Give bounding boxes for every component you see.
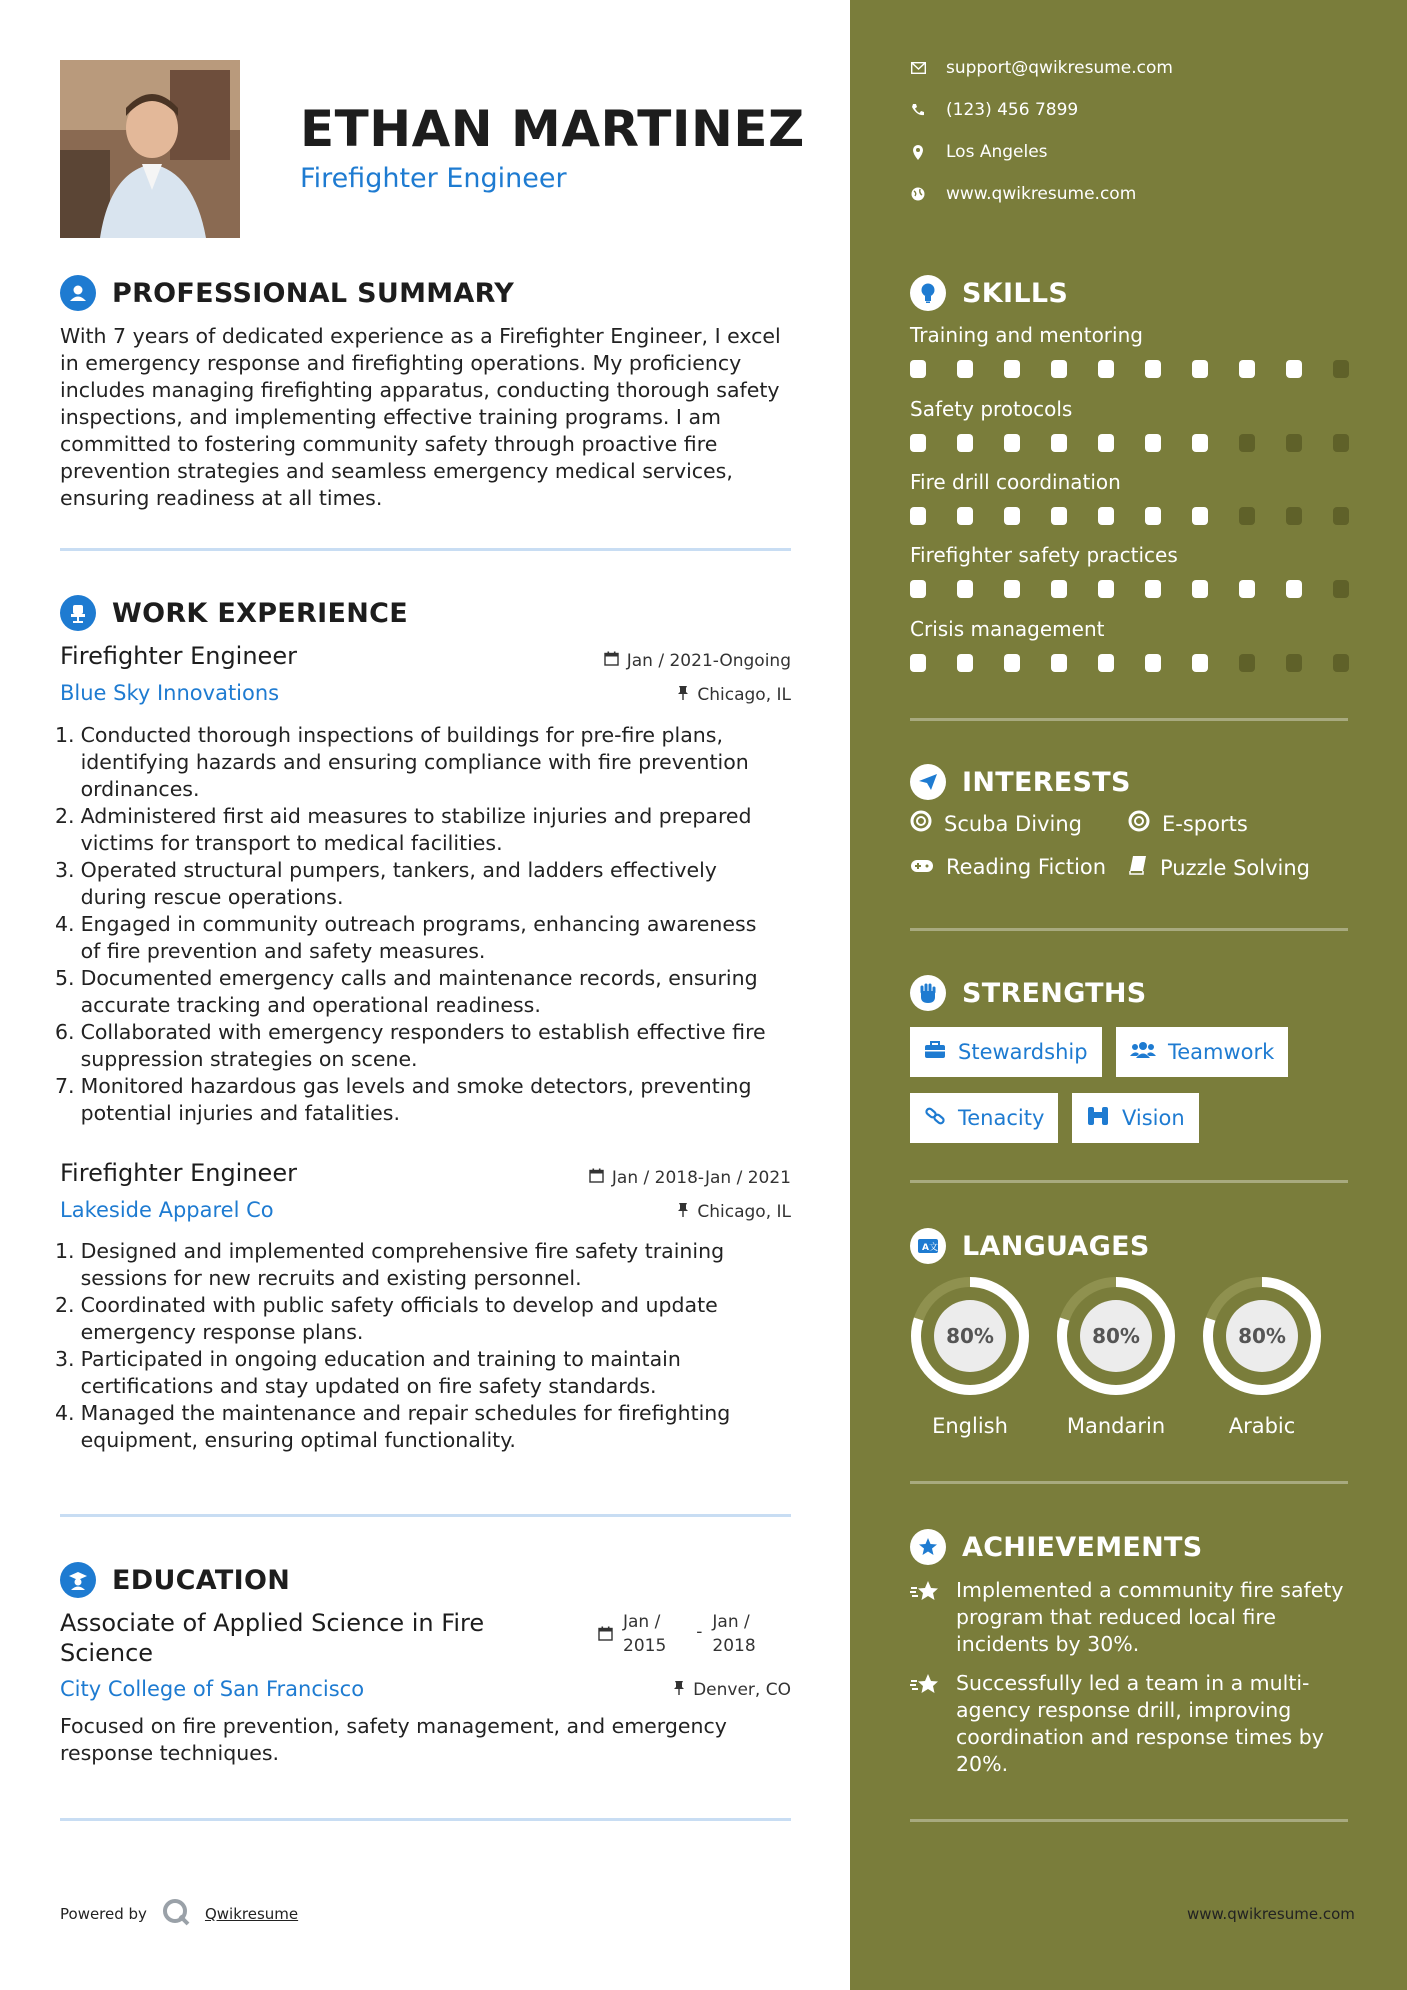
skill-dot-empty xyxy=(1286,434,1302,452)
skill-dot-filled xyxy=(957,434,973,452)
skill-dot-empty xyxy=(1239,507,1255,525)
skill-dot-filled xyxy=(1192,434,1208,452)
list-item: 3. Participated in ongoing education and training to maintain certifications and stay updated on fire safety standards. xyxy=(55,1347,681,1398)
skill-rating xyxy=(910,507,1349,525)
skill-dot-filled xyxy=(1004,507,1020,525)
skill-dot-filled xyxy=(1004,434,1020,452)
svg-text:文: 文 xyxy=(929,1243,939,1253)
section-divider xyxy=(60,548,791,551)
qwikresume-link[interactable]: Qwikresume xyxy=(204,1905,299,1923)
education-location: Denver, CO xyxy=(673,1680,791,1700)
language-name: Arabic xyxy=(1228,1414,1296,1438)
skill-dot-filled xyxy=(1145,507,1161,525)
list-item: 4. Managed the maintenance and repair schedules for firefighting equipment, ensuring optimal functionality. xyxy=(55,1401,731,1452)
job-location: Chicago, IL xyxy=(677,685,791,705)
lightbulb-icon xyxy=(910,275,946,311)
strength-chip: Vision xyxy=(1072,1093,1199,1143)
skill-dot-filled xyxy=(1051,654,1067,672)
skill-dot-filled xyxy=(1098,507,1114,525)
job-dates: Jan / 2018-Jan / 2021 xyxy=(589,1168,791,1188)
map-pin-icon xyxy=(910,144,926,160)
strength-chip: Teamwork xyxy=(1116,1027,1288,1077)
calendar-icon xyxy=(589,1168,604,1188)
skill-dot-filled xyxy=(1145,434,1161,452)
language-ring xyxy=(1202,1276,1322,1396)
contact-phone: (123) 456 7899 xyxy=(910,100,1078,120)
briefcase-icon xyxy=(924,1040,946,1064)
skill-dot-filled xyxy=(910,654,926,672)
skill-dot-empty xyxy=(1333,360,1349,378)
users-icon xyxy=(1130,1040,1156,1064)
skill-dot-filled xyxy=(1098,434,1114,452)
skill-dot-filled xyxy=(910,360,926,378)
skill-dot-filled xyxy=(1192,507,1208,525)
job-title: Firefighter Engineer xyxy=(60,642,297,670)
skill-dot-filled xyxy=(1051,580,1067,598)
experience-heading: WORK EXPERIENCE xyxy=(60,595,408,631)
life-ring-icon xyxy=(1128,810,1150,837)
interests-heading: INTERESTS xyxy=(910,764,1131,800)
skills-heading: SKILLS xyxy=(910,275,1068,311)
hand-icon xyxy=(910,975,946,1011)
skill-dot-filled xyxy=(1286,580,1302,598)
skill-dot-filled xyxy=(910,580,926,598)
sidebar xyxy=(850,0,1407,1990)
star-badge-icon xyxy=(910,1529,946,1565)
contact-email: support@qwikresume.com xyxy=(910,58,1173,78)
candidate-title: Firefighter Engineer xyxy=(300,163,567,194)
skill-name: Fire drill coordination xyxy=(910,470,1121,494)
list-item: 2. Coordinated with public safety officials to develop and update emergency response plans. xyxy=(55,1293,718,1344)
section-divider xyxy=(910,1180,1348,1183)
skill-dot-filled xyxy=(1286,360,1302,378)
skill-dot-filled xyxy=(1051,434,1067,452)
profile-photo xyxy=(60,60,240,238)
skill-dot-empty xyxy=(1333,507,1349,525)
skill-dot-filled xyxy=(957,360,973,378)
skill-dot-filled xyxy=(1145,360,1161,378)
skill-dot-filled xyxy=(910,434,926,452)
skill-dot-filled xyxy=(910,507,926,525)
section-divider xyxy=(60,1514,791,1517)
graduate-icon xyxy=(60,1562,96,1598)
list-item: 3. Operated structural pumpers, tankers, and ladders effectively during rescue operations. xyxy=(55,858,717,909)
achievement-item: Implemented a community fire safety program that reduced local fire incidents by 30%. xyxy=(910,1577,1350,1658)
languages-heading: A 文 LANGUAGES xyxy=(910,1228,1150,1264)
list-item: 4. Engaged in community outreach programs, enhancing awareness of fire prevention and safety measures. xyxy=(55,912,757,963)
skill-dot-empty xyxy=(1286,654,1302,672)
globe-icon xyxy=(910,186,926,202)
skill-dot-filled xyxy=(957,580,973,598)
pin-icon xyxy=(677,685,689,705)
education-description: Focused on fire prevention, safety management, and emergency response techniques. xyxy=(60,1714,727,1765)
skill-dot-filled xyxy=(957,507,973,525)
briefcase-chair-icon xyxy=(60,595,96,631)
calendar-icon xyxy=(598,1610,613,1648)
interest-item: Reading Fiction xyxy=(910,855,1106,879)
company-name: Blue Sky Innovations xyxy=(60,681,280,705)
user-icon xyxy=(60,275,96,311)
skill-name: Crisis management xyxy=(910,617,1105,641)
list-item: 6. Collaborated with emergency responders to establish effective fire suppression strategies on scene. xyxy=(55,1020,766,1071)
qwikresume-logo-icon xyxy=(161,1897,191,1931)
language-icon xyxy=(910,1228,946,1264)
language-item xyxy=(910,1276,1030,1438)
book-icon xyxy=(1128,855,1148,880)
school-name: City College of San Francisco xyxy=(60,1677,365,1701)
skill-dot-filled xyxy=(1098,580,1114,598)
company-name: Lakeside Apparel Co xyxy=(60,1198,274,1222)
language-name: Mandarin xyxy=(1066,1414,1166,1438)
list-item: 1. Conducted thorough inspections of buildings for pre-fire plans, identifying hazards and ensuring compliance with fire prevention ordinances. xyxy=(55,723,749,801)
skill-name: Firefighter safety practices xyxy=(910,543,1178,567)
skill-dot-filled xyxy=(1004,360,1020,378)
job-title: Firefighter Engineer xyxy=(60,1159,297,1187)
list-item: 7. Monitored hazardous gas levels and smoke detectors, preventing potential injuries and fatalities. xyxy=(55,1074,752,1125)
job-duties xyxy=(55,1238,775,1454)
star-icon xyxy=(910,1577,942,1658)
skill-dot-filled xyxy=(1145,580,1161,598)
achievements-heading: ACHIEVEMENTS xyxy=(910,1529,1203,1565)
interest-item: E-sports xyxy=(1128,810,1248,837)
skill-dot-empty xyxy=(1239,434,1255,452)
education-dates: Jan / 2015 - Jan / 2018 xyxy=(598,1610,756,1658)
job-dates: Jan / 2021-Ongoing xyxy=(604,651,791,671)
life-ring-icon xyxy=(910,810,932,837)
link-icon xyxy=(924,1105,946,1132)
language-name: English xyxy=(932,1414,1008,1438)
education-heading: EDUCATION xyxy=(60,1562,290,1598)
language-item xyxy=(1202,1276,1322,1438)
list-item: 5. Documented emergency calls and maintenance records, ensuring accurate tracking and operational readiness. xyxy=(55,966,758,1017)
calendar-icon xyxy=(604,651,619,671)
pin-icon xyxy=(673,1680,685,1700)
skill-dot-filled xyxy=(1239,360,1255,378)
skill-dot-empty xyxy=(1333,654,1349,672)
binoculars-icon xyxy=(1086,1105,1110,1132)
skill-rating xyxy=(910,434,1349,452)
skill-dot-empty xyxy=(1286,507,1302,525)
job-location: Chicago, IL xyxy=(677,1202,791,1222)
star-icon xyxy=(910,1670,942,1778)
skill-dot-empty xyxy=(1239,654,1255,672)
strength-chip: Stewardship xyxy=(910,1027,1102,1077)
language-percent: 80% xyxy=(946,1324,994,1348)
skill-dot-filled xyxy=(1051,507,1067,525)
paper-plane-icon xyxy=(910,764,946,800)
list-item: 2. Administered first aid measures to stabilize injuries and prepared victims for transport to medical facilities. xyxy=(55,804,752,855)
skill-dot-filled xyxy=(1192,580,1208,598)
skill-dot-empty xyxy=(1333,434,1349,452)
interest-item: Scuba Diving xyxy=(910,810,1082,837)
strengths-heading: STRENGTHS xyxy=(910,975,1147,1011)
contact-location: Los Angeles xyxy=(910,142,1048,162)
footer-website[interactable]: www.qwikresume.com xyxy=(1187,1905,1355,1923)
section-divider xyxy=(910,928,1348,931)
skill-dot-filled xyxy=(1004,654,1020,672)
language-item xyxy=(1056,1276,1176,1438)
language-percent: 80% xyxy=(1092,1324,1140,1348)
skill-dot-filled xyxy=(1051,360,1067,378)
skill-dot-empty xyxy=(1333,580,1349,598)
contact-website: www.qwikresume.com xyxy=(910,184,1136,204)
list-item: 1. Designed and implemented comprehensive fire safety training sessions for new recruits and existing personnel. xyxy=(55,1239,725,1290)
skill-dot-filled xyxy=(1004,580,1020,598)
candidate-name: ETHAN MARTINEZ xyxy=(300,100,805,158)
skill-dot-filled xyxy=(1098,360,1114,378)
section-divider xyxy=(60,1818,791,1821)
skill-name: Safety protocols xyxy=(910,397,1073,421)
strength-chip: Tenacity xyxy=(910,1093,1058,1143)
gamepad-icon xyxy=(910,855,934,879)
section-divider xyxy=(910,718,1348,721)
skill-rating xyxy=(910,654,1349,672)
phone-icon xyxy=(910,102,926,118)
language-ring xyxy=(1056,1276,1176,1396)
degree-title: Associate of Applied Science in Fire Science xyxy=(60,1609,485,1667)
interest-item: Puzzle Solving xyxy=(1128,855,1310,880)
skill-dot-filled xyxy=(1192,360,1208,378)
language-ring xyxy=(910,1276,1030,1396)
skill-dot-filled xyxy=(957,654,973,672)
summary-text: With 7 years of dedicated experience as a Firefighter Engineer, I excel in emergency response and firefighting operations. My proficiency includes managing firefighting apparatus, conducting thorough safety inspections, and implementing effective training programs. I am committed to fostering community safety through proactive fire prevention strategies and seamless emergency medical services, ensuring readiness at all times. xyxy=(60,324,781,510)
powered-by: Powered by Qwikresume xyxy=(60,1897,298,1931)
skill-dot-filled xyxy=(1192,654,1208,672)
skill-dot-filled xyxy=(1239,580,1255,598)
section-divider xyxy=(910,1819,1348,1822)
svg-text:A: A xyxy=(922,1243,929,1253)
skill-dot-filled xyxy=(1145,654,1161,672)
section-divider xyxy=(910,1481,1348,1484)
job-duties xyxy=(55,722,775,1127)
pin-icon xyxy=(677,1202,689,1222)
skill-dot-filled xyxy=(1098,654,1114,672)
skill-name: Training and mentoring xyxy=(910,323,1143,347)
summary-heading: PROFESSIONAL SUMMARY xyxy=(60,275,514,311)
achievement-item: Successfully led a team in a multi-agency response drill, improving coordination and response times by 20%. xyxy=(910,1670,1350,1778)
skill-rating xyxy=(910,360,1349,378)
language-percent: 80% xyxy=(1238,1324,1286,1348)
envelope-icon xyxy=(910,60,926,76)
skill-rating xyxy=(910,580,1349,598)
